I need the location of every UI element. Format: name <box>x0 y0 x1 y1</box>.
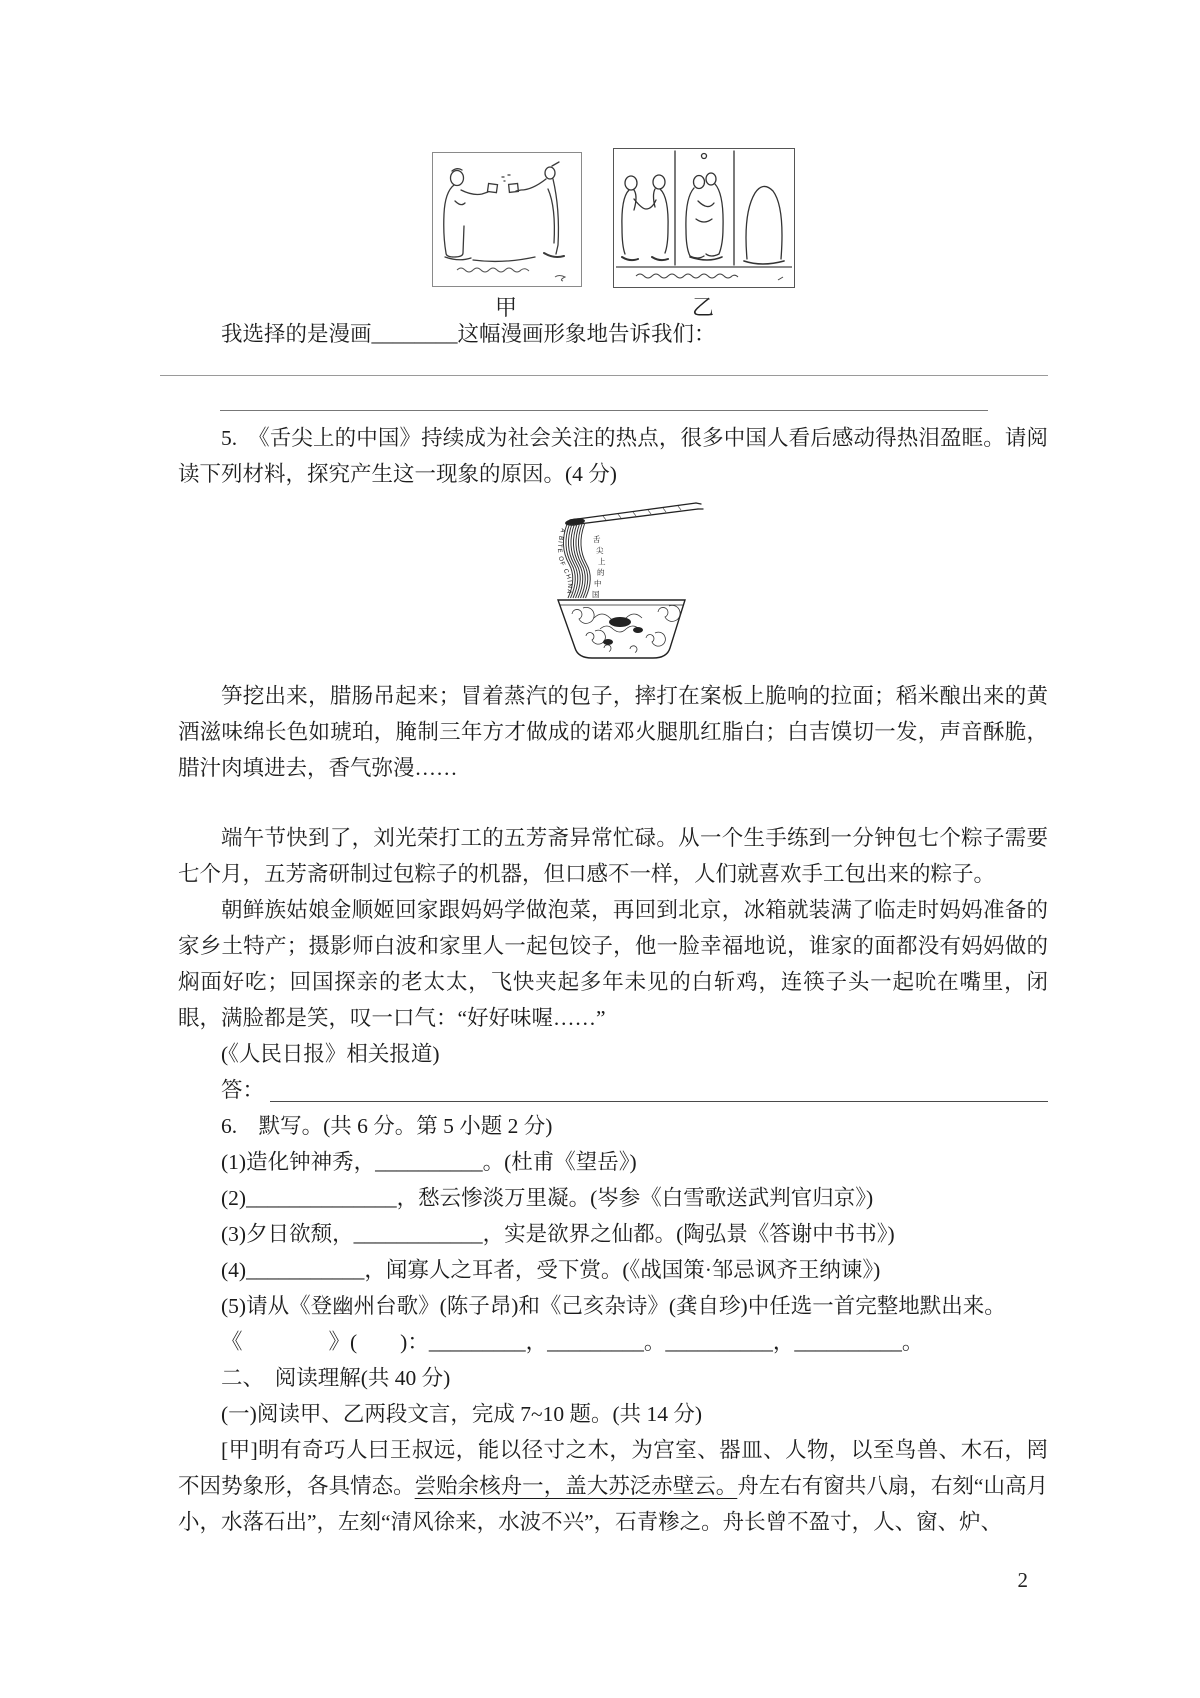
section2-heading: 二、 阅读理解(共 40 分) <box>221 1366 451 1390</box>
q6-item-5-answer-template: 《 》( )：_________，_________。__________，__________。 <box>221 1330 924 1354</box>
q5-source-note: (《人民日报》相关报道) <box>221 1042 440 1066</box>
passage-jia-after: 舟左右有窗共八扇，右刻“山高月小，水落石出”，左刻“清风徐来，水波不兴”，石青糁之。舟长曾不盈寸，人、窗、炉、 <box>178 1474 1048 1534</box>
passage-jia-before: [甲]明有奇巧人曰王叔远，能以径寸之木，为宫室、器皿、人物，以至鸟兽、木石，罔不因势象形，各具情态。 <box>178 1438 1048 1498</box>
q4-prompt: 我选择的是漫画________这幅漫画形象地告诉我们： <box>221 322 716 346</box>
q6-item-3: (3)夕日欲颓，____________，实是欲界之仙都。(陶弘景《答谢中书书》) <box>221 1222 895 1246</box>
cartoon-figures <box>0 0 1200 320</box>
document-body <box>178 316 1048 1540</box>
passage-jia-underlined: 尝贻余核舟一，盖大苏泛赤壁云。 <box>414 1474 738 1498</box>
bite-of-china-poster <box>538 496 708 676</box>
q6-item-5: (5)请从《登幽州台歌》(陈子昂)和《己亥杂诗》(龚自珍)中任选一首完整地默出来。 <box>221 1294 1006 1318</box>
cartoon-jia <box>432 152 582 287</box>
answer-label: 答： <box>221 1078 265 1102</box>
answer-ruled-line-2 <box>220 410 988 411</box>
answer-blank-line <box>270 1072 1048 1102</box>
figure-label-jia: 甲 <box>494 295 517 320</box>
cartoon-yi-sketch <box>614 149 794 287</box>
answer-ruled-line-1 <box>160 375 1048 376</box>
q5-material-2: 端午节快到了，刘光荣打工的五芳斋异常忙碌。从一个生手练到一分钟包七个粽子需要七个月，五芳斋研制过包粽子的机器，但口感不一样，人们就喜欢手工包出来的粽子。 <box>178 826 1048 886</box>
q5-answer-row <box>178 1072 1048 1108</box>
cartoon-jia-sketch <box>433 153 581 286</box>
q5-material-1: 笋挖出来，腊肠吊起来；冒着蒸汽的包子，摔打在案板上脆响的拉面；稻米酿出来的黄酒滋味绵长色如琥珀，腌制三年方才做成的诺邓火腿肌红脂白；白吉馍切一发，声音酥脆，腊汁肉填进去，香气弥漫…… <box>178 684 1048 780</box>
figure-label-yi: 乙 <box>691 295 714 320</box>
page-number: 2 <box>1017 1568 1028 1592</box>
section2-intro: (一)阅读甲、乙两段文言，完成 7~10 题。(共 14 分) <box>221 1402 703 1426</box>
cartoon-yi <box>613 148 795 288</box>
poster-english-title: A BITE OF CHINA <box>555 527 574 596</box>
q5-question: 5. 《舌尖上的中国》持续成为社会关注的热点，很多中国人看后感动得热泪盈眶。请阅读下列材料，探究产生这一现象的原因。(4 分) <box>178 426 1048 486</box>
q6-heading: 6. 默写。(共 6 分。第 5 小题 2 分) <box>221 1114 553 1138</box>
noodle-bowl-illustration <box>538 496 708 676</box>
q6-item-2: (2)______________，愁云惨淡万里凝。(岑参《白雪歌送武判官归京》) <box>221 1186 874 1210</box>
q6-item-4: (4)___________，闻寡人之耳者，受下赏。(《战国策·邹忌讽齐王纳谏》) <box>221 1258 881 1282</box>
poster-chinese-title: 舌 尖 上 的 中 国 <box>592 535 606 599</box>
passage-jia <box>178 1432 1048 1540</box>
q6-item-1: (1)造化钟神秀，__________。(杜甫《望岳》) <box>221 1150 637 1174</box>
q5-material-3: 朝鲜族姑娘金顺姬回家跟妈妈学做泡菜，再回到北京，冰箱就装满了临走时妈妈准备的家乡土特产；摄影师白波和家里人一起包饺子，他一脸幸福地说，谁家的面都没有妈妈做的焖面好吃；回国探亲的老太太，飞快夹起多年未见的白斩鸡，连筷子头一起吮在嘴里，闭眼，满脸都是笑，叹一口气：“好好味喔……” <box>178 898 1048 1030</box>
